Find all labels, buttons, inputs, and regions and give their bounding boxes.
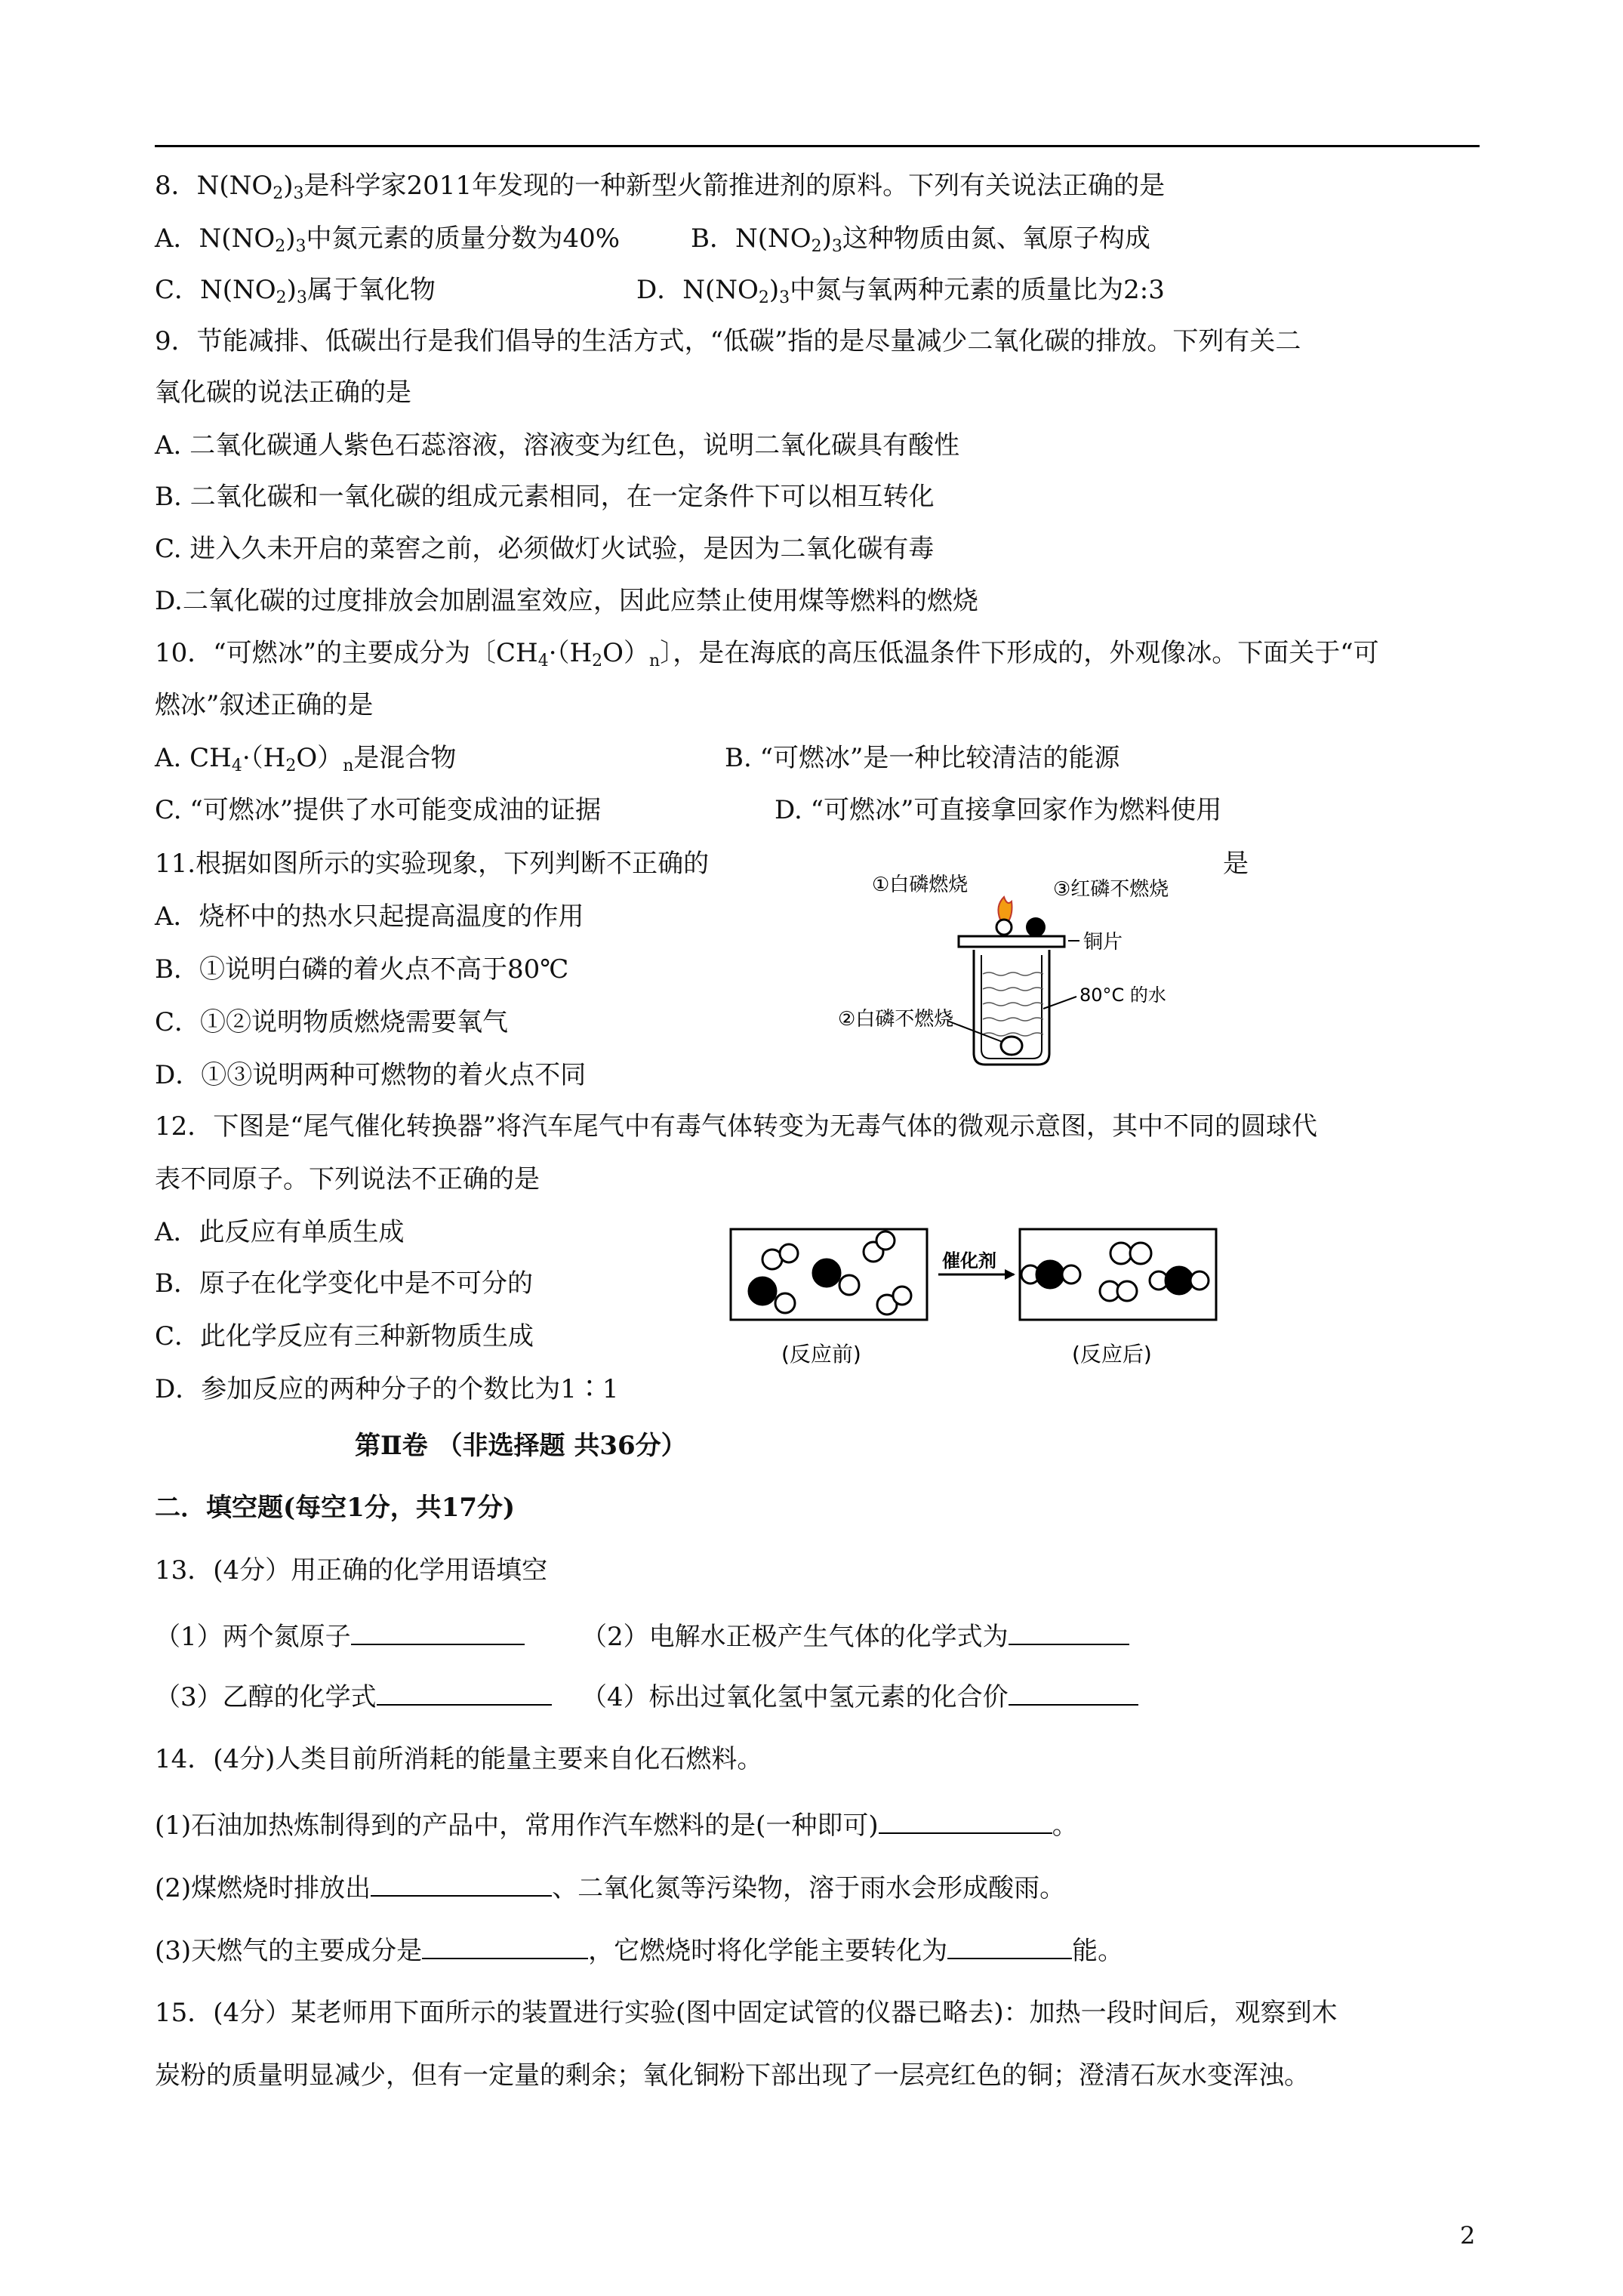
hot-water bbox=[983, 972, 1043, 1036]
red-phosphorus bbox=[1026, 917, 1046, 937]
after-label: (反应后) bbox=[1072, 1342, 1152, 1367]
q13-item2: （2）电解水正极产生气体的化学式为 bbox=[581, 1621, 1129, 1652]
fill-in-part-title: 二．填空题(每空1分，共17分) bbox=[155, 1493, 516, 1523]
q14-item1: (1)石油加热炼制得到的产品中，常用作汽车燃料的是(一种即可) 。 bbox=[155, 1811, 1078, 1841]
q14-item2: (2)煤燃烧时排放出 、二氧化氮等污染物，溶于雨水会形成酸雨。 bbox=[155, 1873, 1066, 1903]
q10-stem-line1: 10．“可燃冰”的主要成分为〔$CH_4\cdot(H_2O)_n$〕，是在海底的高压低温条件下形成的，外观像冰。下面关于“可 bbox=[155, 638, 1379, 670]
section-2-title: 第Ⅱ卷 （非选择题 共36分） bbox=[355, 1431, 687, 1461]
q9-stem-line1: 9．节能减排、低碳出行是我们倡导的生活方式，“低碳”指的是尽量减少二氧化碳的排放。下列有关二 bbox=[155, 326, 1301, 356]
header-rule bbox=[155, 145, 1480, 147]
q8-option-b: B．$N(NO_2)_3$这种物质由氮、氧原子构成 bbox=[691, 223, 1150, 256]
q8-option-a: A．$N(NO_2)_3$中氮元素的质量分数为40% bbox=[155, 223, 621, 256]
catalyst-label: 催化剂 bbox=[942, 1250, 996, 1271]
before-label: (反应前) bbox=[781, 1342, 861, 1367]
answer-blank[interactable] bbox=[947, 1935, 1072, 1959]
q14-item3: (3)天燃气的主要成分是 ，它燃烧时将化学能主要转化为 能。 bbox=[155, 1936, 1124, 1966]
q10-option-b: B. “可燃冰”是一种比较清洁的能源 bbox=[725, 743, 1120, 773]
label-white-phosphorus-not-burning: ②白磷不燃烧 bbox=[838, 1008, 954, 1031]
q12-option-b: B．原子在化学变化中是不可分的 bbox=[155, 1268, 533, 1299]
combustion-experiment-figure bbox=[823, 861, 1215, 1072]
answer-blank[interactable] bbox=[1009, 1621, 1129, 1645]
q10-option-d: D. “可燃冰”可直接拿回家作为燃料使用 bbox=[775, 795, 1222, 825]
q11-option-b: B．①说明白磷的着火点不高于80℃ bbox=[155, 954, 569, 985]
label-red-phosphorus-not-burning: ③红磷不燃烧 bbox=[1053, 878, 1169, 901]
q9-option-c: C. 进入久未开启的菜窖之前，必须做灯火试验，是因为二氧化碳有毒 bbox=[155, 534, 935, 564]
answer-blank[interactable] bbox=[377, 1681, 552, 1706]
q15-stem-line1: 15．(4分）某老师用下面所示的装置进行实验(图中固定试管的仪器已略去)：加热一段时间后，观察到木 bbox=[155, 1998, 1338, 2028]
white-phosphorus-top bbox=[996, 920, 1012, 935]
q12-stem-line1: 12．下图是“尾气催化转换器”将汽车尾气中有毒气体转变为无毒气体的微观示意图，其中不同的圆球代 bbox=[155, 1111, 1318, 1142]
q13-stem: 13．(4分）用正确的化学用语填空 bbox=[155, 1555, 548, 1586]
q9-stem-line2: 氧化碳的说法正确的是 bbox=[155, 378, 411, 408]
q15-stem-line2: 炭粉的质量明显减少，但有一定量的剩余；氧化铜粉下部出现了一层亮红色的铜；澄清石灰水变浑浊。 bbox=[155, 2060, 1310, 2091]
q9-option-d: D.二氧化碳的过度排放会加剧温室效应，因此应禁止使用煤等燃料的燃烧 bbox=[155, 586, 978, 616]
q13-item4: （4）标出过氧化氢中氢元素的化合价 bbox=[581, 1681, 1138, 1712]
q9-option-b: B. 二氧化碳和一氧化碳的组成元素相同，在一定条件下可以相互转化 bbox=[155, 482, 935, 512]
label-hot-water: 80°C 的水 bbox=[1079, 985, 1166, 1006]
answer-blank[interactable] bbox=[371, 1872, 552, 1897]
flame-icon bbox=[998, 897, 1012, 921]
q8-stem: 8．$N(NO_2)_3$是科学家2011年发现的一种新型火箭推进剂的原料。下列有关说法正确的是 bbox=[155, 171, 1166, 203]
answer-blank[interactable] bbox=[351, 1621, 525, 1645]
q11-stem: 11.根据如图所示的实验现象，下列判断不正确的 bbox=[155, 849, 710, 879]
q14-stem: 14．(4分)人类目前所消耗的能量主要来自化石燃料。 bbox=[155, 1744, 763, 1774]
q12-option-a: A．此反应有单质生成 bbox=[155, 1217, 405, 1247]
label-copper-plate: 铜片 bbox=[1083, 931, 1123, 954]
q12-option-d: D．参加反应的两种分子的个数比为1∶1 bbox=[155, 1374, 619, 1404]
catalytic-converter-figure bbox=[728, 1222, 1234, 1373]
page-number: 2 bbox=[1460, 2221, 1476, 2250]
q13-item3: （3）乙醇的化学式 bbox=[155, 1681, 552, 1712]
q10-option-c: C. “可燃冰”提供了水可能变成油的证据 bbox=[155, 795, 602, 825]
q9-option-a: A. 二氧化碳通人紫色石蕊溶液，溶液变为红色，说明二氧化碳具有酸性 bbox=[155, 430, 960, 461]
q12-stem-line2: 表不同原子。下列说法不正确的是 bbox=[155, 1164, 540, 1194]
q13-item1: （1）两个氮原子 bbox=[155, 1621, 525, 1652]
q11-option-a: A．烧杯中的热水只起提高温度的作用 bbox=[155, 901, 584, 932]
q11-option-c: C．①②说明物质燃烧需要氧气 bbox=[155, 1007, 509, 1037]
q8-option-c: C．$N(NO_2)_3$属于氧化物 bbox=[155, 275, 436, 307]
q8-option-d: D．$N(NO_2)_3$中氮与氧两种元素的质量比为2:3 bbox=[636, 275, 1165, 307]
label-white-phosphorus-burning: ①白磷燃烧 bbox=[872, 874, 969, 896]
copper-plate bbox=[959, 936, 1064, 947]
white-phosphorus-underwater bbox=[1001, 1037, 1022, 1055]
q12-option-c: C．此化学反应有三种新物质生成 bbox=[155, 1321, 534, 1351]
q10-stem-line2: 燃冰”叙述正确的是 bbox=[155, 690, 374, 720]
q11-stem-end: 是 bbox=[1223, 849, 1249, 879]
answer-blank[interactable] bbox=[1009, 1681, 1138, 1706]
q11-option-d: D．①③说明两种可燃物的着火点不同 bbox=[155, 1060, 587, 1090]
answer-blank[interactable] bbox=[422, 1935, 588, 1959]
answer-blank[interactable] bbox=[879, 1810, 1052, 1834]
q10-option-a: A. $CH_4\cdot(H_2O)_n$是混合物 bbox=[155, 743, 457, 775]
